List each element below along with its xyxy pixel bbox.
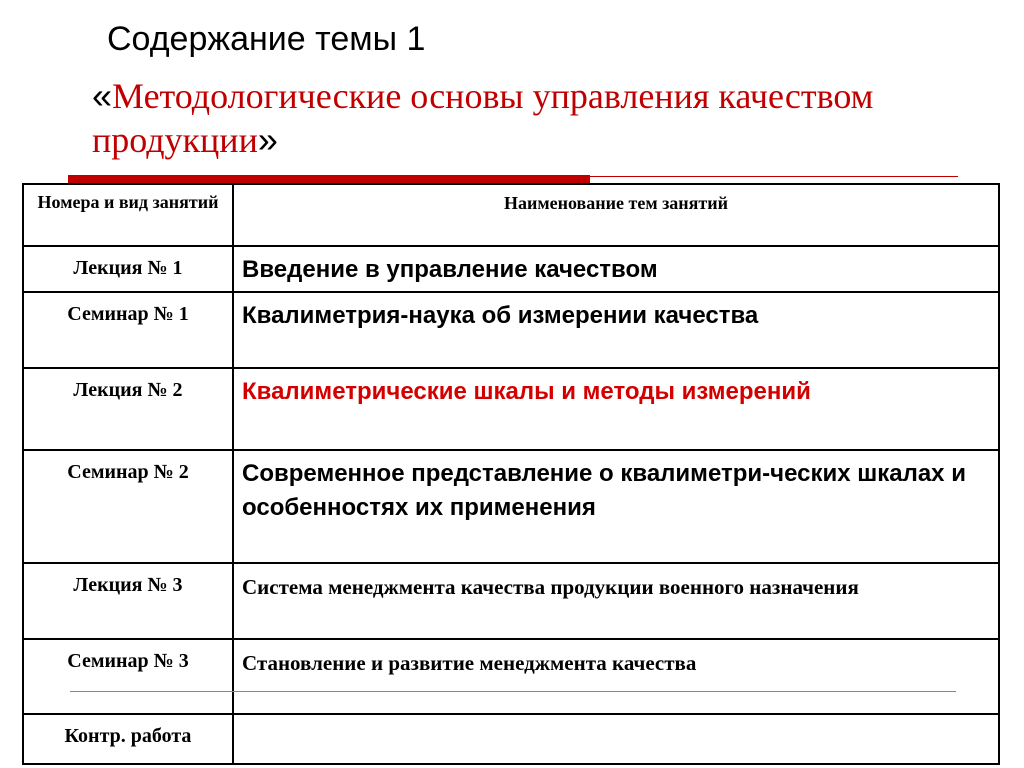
lesson-type-cell: Лекция № 3 — [23, 563, 233, 639]
topic-cell-highlighted: Квалиметрические шкалы и методы измерений — [233, 368, 999, 450]
topic-cell: Введение в управление качеством — [233, 246, 999, 292]
header-topic-name: Наименование тем занятий — [233, 184, 999, 246]
table-row — [23, 246, 999, 292]
lesson-type-cell: Семинар № 1 — [23, 292, 233, 368]
open-quote: « — [92, 75, 113, 116]
table-row — [23, 639, 999, 714]
topic-cell: Современное представление о квалиметри-ческих шкалах и особенностях их применения — [233, 450, 999, 563]
slide-title: Содержание темы 1 — [107, 20, 426, 58]
table-row — [23, 714, 999, 764]
topic-cell: Квалиметрия-наука об измерении качества — [233, 292, 999, 368]
lesson-type-cell: Лекция № 2 — [23, 368, 233, 450]
table-row — [23, 368, 999, 450]
close-quote: » — [257, 119, 278, 160]
title-divider-thin — [590, 176, 958, 177]
lesson-type-cell: Семинар № 2 — [23, 450, 233, 563]
topic-cell: Система менеджмента качества продукции военного назначения — [233, 563, 999, 639]
lesson-type-cell: Лекция № 1 — [23, 246, 233, 292]
table-row — [23, 563, 999, 639]
table-row — [23, 292, 999, 368]
header-lesson-type: Номера и вид занятий — [23, 184, 233, 246]
slide-subtitle — [92, 74, 982, 162]
topic-cell: Становление и развитие менеджмента качества — [233, 639, 999, 714]
table-row — [23, 450, 999, 563]
table-header-row — [23, 184, 999, 246]
subtitle-text: Методологические основы управления качеством продукции — [92, 76, 874, 160]
topic-cell-empty — [233, 714, 999, 764]
topics-table — [22, 183, 1000, 765]
lesson-type-cell: Семинар № 3 — [23, 639, 233, 714]
overlay-divider-line — [70, 691, 956, 692]
lesson-type-cell: Контр. работа — [23, 714, 233, 764]
